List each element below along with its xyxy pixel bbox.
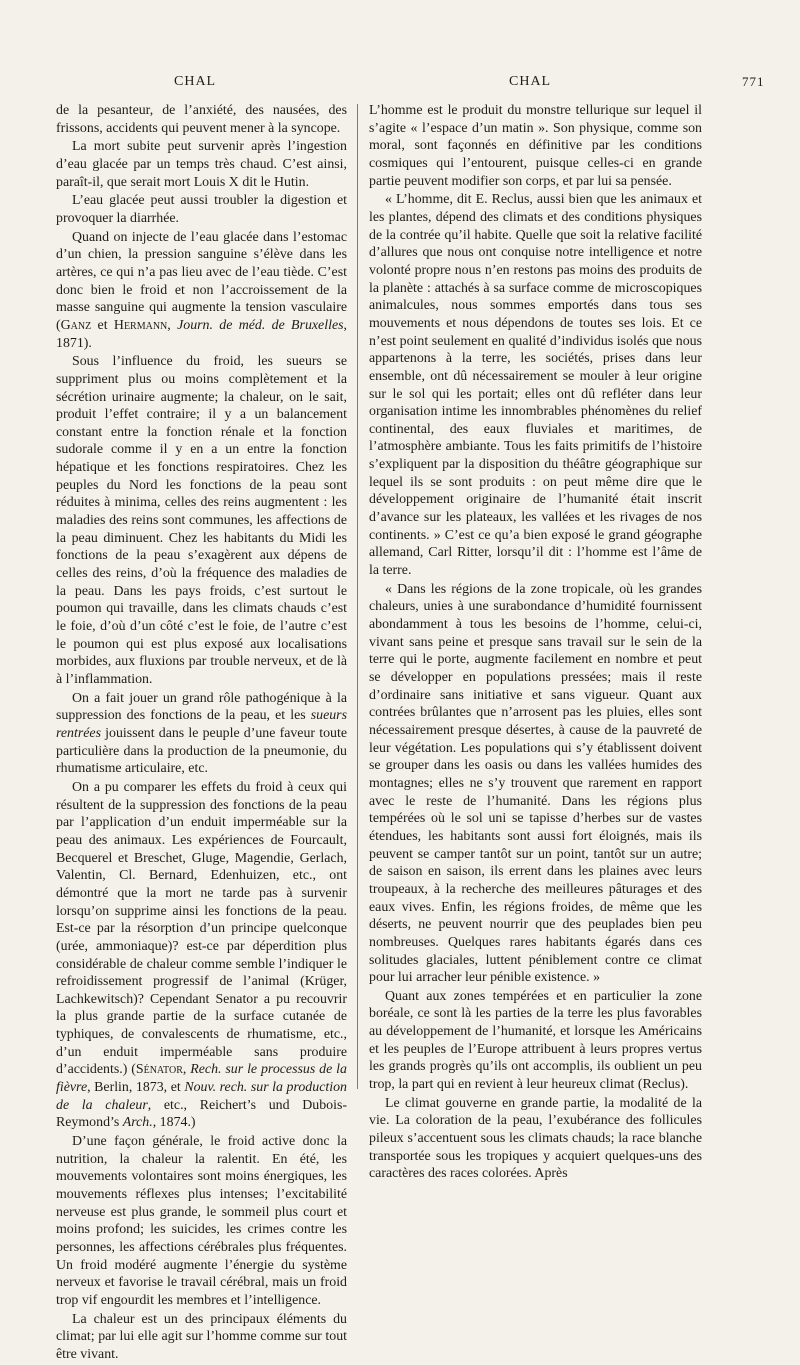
citation-title: Journ. de méd. de Bruxelles [177, 317, 344, 333]
left-running-title: CHAL [174, 74, 217, 89]
paragraph: « L’homme, dit E. Reclus, aussi bien que les animaux et les plantes, dépend des climats et des conditions physiques de la contrée qu’il habite. Quelle que soit la relative facilité d’allures que nous ont conquise notre intelligence et notre volonté propre nous n’en restons pas moins des produits de la planète : attachés à sa surface comme de microscopiques animalcules, nous sommes emportés dans tous ses mouvements et nous dépendons de toutes ses lois. Et ce n’est point seulement en qualité d’individus isolés que nous appartenons à la terre, les sociétés, prises dans leur ensemble, ont dû nécessairement se mouler à leur origine sur le sol qui les portait; elles ont dû refléter dans leur organisation intime les innombrables phénomènes du relief continental, des eaux fluviales et maritimes, de l’atmosphère ambiante. Tous les faits primitifs de l’histoire s’expliquent par la disposition du théâtre géographique sur lequel ils se sont produits : on peut même dire que le développement originaire de l’humanité était inscrit d’avance sur les plateaux, les vallées et les rivages de nos continents. » C’est ce qu’a bien exposé le grand géographe allemand, Carl Ritter, lorsqu’il dit : l’homme est l’âme de la terre. [369, 192, 702, 579]
right-column [369, 102, 702, 1184]
citation-title: Rech. sur le processus de la fièvre [56, 1062, 347, 1096]
citation-title: Nouv. rech. sur la production de la chaleur [56, 1080, 347, 1113]
column-divider [357, 104, 358, 1089]
paragraph: La chaleur est un des principaux éléments du climat; par lui elle agit sur l’homme comme sur tout être vivant. [56, 1311, 347, 1362]
left-column [56, 102, 347, 1365]
citation-title: Arch. [122, 1115, 153, 1131]
paragraph: Quand on injecte de l’eau glacée dans l’estomac d’un chien, la pression sanguine s’élève dans les artères, ce qui n’a pas lieu avec de l’eau tiède. C’est donc bien le froid et non l’accroissement de la masse sanguine qui augmente la tension vasculaire (Ganz et Hermann, Journ. de méd. de Bruxelles, 1871). [56, 229, 347, 351]
paragraph: de la pesanteur, de l’anxiété, des nausées, des frissons, accidents qui peuvent mener à la syncope. [56, 103, 347, 136]
paragraph: L’eau glacée peut aussi troubler la digestion et provoquer la diarrhée. [56, 193, 347, 226]
right-running-title: CHAL [509, 74, 552, 89]
paragraph: Sous l’influence du froid, les sueurs se suppriment plus ou moins complètement et la sécrétion urinaire augmente; la chaleur, on le sait, produit l’effet contraire; il y a un balancement constant entre la fonction rénale et la fonction sudorale comme il y en a un entre la fonction hépatique et les fonctions respiratoires. Chez les peuples du Nord les fonctions de la peau sont réduites à minima, celles des reins augmentent : les maladies des reins sont communes, les affections de la peau diminuent. Chez les habitants du Midi les fonctions de la peau s’exagèrent aux dépens de celles des reins, d’où la fréquence des maladies de la peau. Dans les pays froids, c’est surtout le poumon qui travaille, dans les climats chauds c’est le foie, d’où d’un côté c’est le foie, de l’autre c’est le poumon qui est plus exposé aux localisations morbides, aux fluxions par trouble nerveux, et de là à l’inflammation. [56, 354, 347, 687]
paragraph: On a fait jouer un grand rôle pathogénique à la suppression des fonctions de la peau, et les sueurs rentrées jouissent dans le peuple d’une faveur toute particulière dans la production de la pneumonie, du rhumatisme articulaire, etc. [56, 690, 347, 777]
page-number: 771 [742, 74, 765, 89]
paragraph: Quant aux zones tempérées et en particulier la zone boréale, ce sont là les parties de la terre les plus favorables au développement de l’humanité, et lorsque les Américains et les peuples de l’Europe attribuent à leurs propres vertus les grands progrès qu’ils ont accomplis, ils oublient un peu trop, la part qui en revient à leur heureux climat (Reclus). [369, 988, 702, 1093]
paragraph: D’une façon générale, le froid active donc la nutrition, la chaleur la ralentit. En été, les mouvements volontaires sont moins énergiques, les mouvements réflexes plus intenses; l’excitabilité nerveuse est plus grande, le sommeil plus court et moins profond; les suicides, les crimes contre les personnes, les affections cérébrales plus fréquentes. Un froid modéré augmente l’énergie du système nerveux et favorise le travail cérébral, mais un froid trop vif engourdit les membres et l’intelligence. [56, 1134, 347, 1308]
paragraph: « Dans les régions de la zone tropicale, où les grandes chaleurs, unies à une surabondance d’humidité fournissent abondamment à tous les besoins de l’homme, celui-ci, vivant sans peine et presque sans travail sur le sein de la terre qui le porte, augmente facilement en nombre et peut se développer en populations pressées; mais il reste d’ordinaire sans initiative et sans vigueur. Quant aux contrées brûlantes que n’arrosent pas les pluies, elles sont nécessairement presque désertes, à cause de la pauvreté de leur végétation. Les populations qui s’y établissent doivent se grouper dans les oasis ou dans les vallées humides des montagnes; elles ne s’y trouvent que rarement en rapport avec le reste de l’humanité. Dans les régions plus tempérées où le sol uni se tapisse d’herbes sur de vastes étendues, les habitants sont aussi fort éloignés, mais ils peuvent se camper tantôt sur un point, tantôt sur un autre; de saison en saison, ils errent dans les plaines avec leurs troupeaux, à la recherche des meilleures pâturages et des eaux vives. Enfin, les régions froides, de même que les déserts, ne peuvent nourrir que des peuplades bien peu nombreuses. Quelques rares habitants égarés dans ces solitudes glaciales, luttent péniblement contre ce climat pour lui arracher leur pénible existence. » [369, 581, 702, 986]
paragraph: Le climat gouverne en grande partie, la modalité de la vie. La coloration de la peau, l’exubérance des follicules pileux s’accentuent sous les climats chauds; la race blanche transportée sous les tropiques y acquiert quelques-uns des caractères des races colorées. Après [369, 1095, 702, 1182]
emphasis: sueurs rentrées [56, 708, 347, 741]
paragraph: La mort subite peut survenir après l’ingestion d’eau glacée par un temps très chaud. C’est ainsi, paraît-il, que serait mort Louis X dit le Hutin. [56, 139, 347, 190]
paragraph: On a pu comparer les effets du froid à ceux qui résultent de la suppression des fonctions de la peau par l’application d’un enduit imperméable sur la peau des animaux. Les expériences de Fourcault, Becquerel et Breschet, Gluge, Magendie, Gerlach, Valentin, Cl. Bernard, Edenhuizen, etc., ont démontré que la mort ne tarde pas à survenir lorsqu’on supprime ainsi les fonctions de la peau. Est-ce par la résorption d’un principe quelconque (urée, ammoniaque)? est-ce par déperdition plus considérable de chaleur comme semble l’indiquer le refroidissement progressif de l’animal (Krüger, Lachkewitsch)? Cependant Senator a pu recouvrir la plus grande partie de la surface cutanée de typhiques, de convalescents de rhumatisme, etc., d’un enduit imperméable sans produire d’accidents.) (Sénator, Rech. sur le processus de la fièvre, Berlin, 1873, et Nouv. rech. sur la production de la chaleur, etc., Reichert’s und Dubois-Reymond’s Arch., 1874.) [56, 779, 347, 1131]
author-name: Sénator [135, 1062, 183, 1078]
author-name: Ganz [60, 317, 92, 333]
author-name: Hermann [113, 317, 168, 333]
paragraph: L’homme est le produit du monstre tellurique sur lequel il s’agite « l’espace d’un matin ». Son physique, comme son moral, sont façonnés en définitive par les conditions cosmiques qui l’entourent, puisque celles-ci en grande partie peuvent modifier son corps, et par lui sa pensée. [369, 103, 702, 189]
running-header [0, 74, 800, 96]
